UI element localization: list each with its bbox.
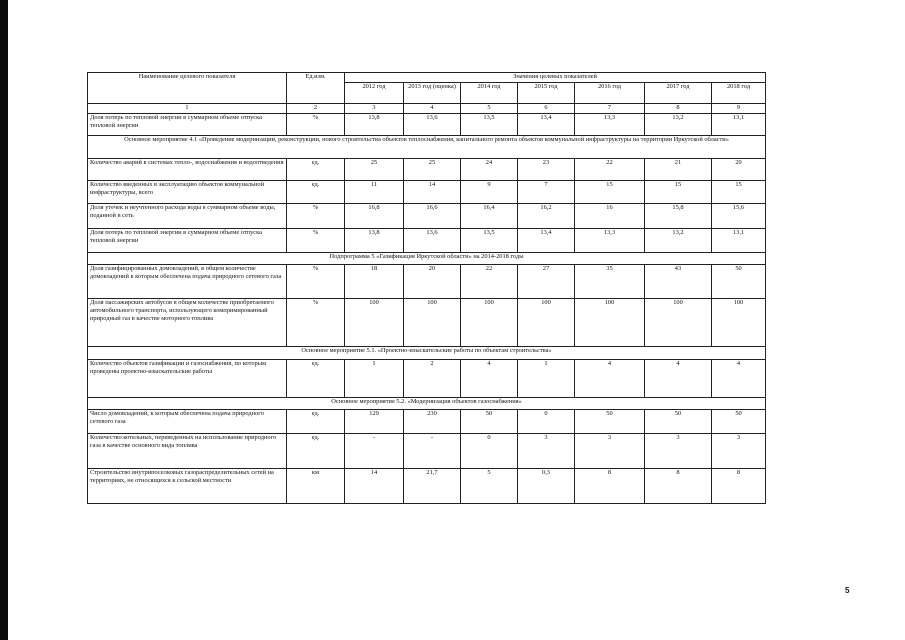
indicator-value: 3 [518, 434, 575, 469]
indicator-value: 4 [712, 360, 766, 398]
indicator-value: 25 [404, 159, 461, 181]
indicator-value: 13,8 [345, 114, 404, 136]
indicator-value: 100 [461, 299, 518, 347]
header-year: 2012 год [345, 83, 404, 104]
indicator-unit: ед. [287, 410, 345, 434]
indicator-value: 7 [518, 181, 575, 204]
indicator-value: 25 [345, 159, 404, 181]
indicator-value: 129 [345, 410, 404, 434]
indicator-value: 100 [345, 299, 404, 347]
indicator-value: 4 [645, 360, 712, 398]
indicator-value: 15,6 [712, 204, 766, 229]
indicator-value: 100 [645, 299, 712, 347]
indicator-value: 15 [645, 181, 712, 204]
indicator-value: 16,4 [461, 204, 518, 229]
indicator-value: 24 [461, 159, 518, 181]
indicator-value: 13,6 [404, 114, 461, 136]
indicator-value: 0 [518, 410, 575, 434]
indicator-name: Количество введенных в эксплуатацию объектов коммунальной инфраструктуры, всего [88, 181, 287, 204]
indicator-value: 4 [575, 360, 645, 398]
table-row [88, 229, 766, 253]
indicator-name: Доля утечек и неучтенного расхода воды в суммарном объеме воды, поданной в сеть [88, 204, 287, 229]
indicator-value: 1 [345, 360, 404, 398]
indicator-value: 13,2 [645, 114, 712, 136]
indicator-value: 18 [345, 265, 404, 299]
section-title: Основное мероприятие 4.1 «Проведение модернизации, реконструкции, нового строительства объектов теплоснабжения, капитального ремонта объектов коммунальной инфраструктуры на территории Иркутской области» [88, 136, 766, 159]
table-row [88, 265, 766, 299]
table-row [88, 181, 766, 204]
indicator-value: 13,8 [345, 229, 404, 253]
section-title: Основное мероприятие 5.1. «Проектно-изыскательские работы по объектам строительства» [88, 347, 766, 360]
indicator-name: Доля потерь по тепловой энергии в суммарном объеме отпуска тепловой энергии [88, 114, 287, 136]
indicator-value: 5 [461, 469, 518, 504]
indicator-value: 13,1 [712, 114, 766, 136]
indicator-value: 100 [575, 299, 645, 347]
indicator-unit: % [287, 204, 345, 229]
target-indicators-table [87, 72, 766, 504]
column-number: 8 [645, 104, 712, 114]
indicator-name: Количество объектов газификации и газоснабжения, по которым проведены проектно-изыскательские работы [88, 360, 287, 398]
indicator-unit: % [287, 229, 345, 253]
indicator-value: 16,2 [518, 204, 575, 229]
header-year: 2013 год (оценка) [404, 83, 461, 104]
indicator-value: 100 [518, 299, 575, 347]
indicator-value: 23 [518, 159, 575, 181]
indicator-value: 14 [404, 181, 461, 204]
indicator-value: 3 [575, 434, 645, 469]
indicator-unit: км [287, 469, 345, 504]
indicator-value: 50 [461, 410, 518, 434]
indicator-unit: % [287, 299, 345, 347]
indicator-value: 20 [404, 265, 461, 299]
indicator-value: 27 [518, 265, 575, 299]
section-title: Подпрограмма 5 «Газификация Иркутской области» на 2014-2018 годы [88, 253, 766, 265]
indicator-unit: ед. [287, 360, 345, 398]
column-number: 7 [575, 104, 645, 114]
indicator-value: 4 [461, 360, 518, 398]
indicator-value: 22 [575, 159, 645, 181]
scan-left-edge [0, 0, 8, 640]
section-row [88, 253, 766, 265]
indicator-value: 0,3 [518, 469, 575, 504]
table-row [88, 410, 766, 434]
header-values-group: Значения целевых показателей [345, 73, 766, 83]
header-name-col: Наименование целевого показателя [88, 73, 287, 104]
section-row [88, 398, 766, 410]
indicator-value: 9 [461, 181, 518, 204]
indicator-value: 13,5 [461, 114, 518, 136]
indicator-value: 35 [575, 265, 645, 299]
indicator-value: 15 [712, 181, 766, 204]
section-title: Основное мероприятие 5.2. «Модернизация объектов газоснабжения» [88, 398, 766, 410]
indicator-value: 8 [712, 469, 766, 504]
indicator-unit: % [287, 265, 345, 299]
header-year: 2014 год [461, 83, 518, 104]
indicator-value: 21 [645, 159, 712, 181]
table-row [88, 434, 766, 469]
section-row [88, 347, 766, 360]
indicator-unit: ед. [287, 181, 345, 204]
column-number: 9 [712, 104, 766, 114]
indicator-value: 13,4 [518, 114, 575, 136]
indicator-name: Количество котельных, переведенных на использование природного газа в качестве основного вида топлива [88, 434, 287, 469]
indicator-value: 15,8 [645, 204, 712, 229]
indicator-value: 43 [645, 265, 712, 299]
table-row [88, 204, 766, 229]
indicator-value: 50 [712, 265, 766, 299]
indicator-value: 22 [461, 265, 518, 299]
indicator-value: 1 [518, 360, 575, 398]
indicator-name: Число домовладений, к которым обеспечена подача природного сетевого газа [88, 410, 287, 434]
header-year: 2017 год [645, 83, 712, 104]
indicator-name: Доля потерь по тепловой энергии в суммарном объеме отпуска тепловой энергии [88, 229, 287, 253]
indicator-value: 0 [461, 434, 518, 469]
section-row [88, 136, 766, 159]
header-year: 2015 год [518, 83, 575, 104]
header-unit-col: Ед.изм. [287, 73, 345, 104]
indicator-name: Доля пассажирских автобусов в общем количестве приобретаемого автомобильного транспорта, использующего компримированный природный газ в качестве моторного топлива [88, 299, 287, 347]
indicator-value: 16,6 [404, 204, 461, 229]
indicator-value: 3 [645, 434, 712, 469]
indicator-value: 14 [345, 469, 404, 504]
indicator-value: - [345, 434, 404, 469]
header-year: 2018 год [712, 83, 766, 104]
indicator-value: 15 [575, 181, 645, 204]
column-number: 1 [88, 104, 287, 114]
indicator-value: 100 [404, 299, 461, 347]
page-number: 5 [845, 586, 850, 595]
column-number: 6 [518, 104, 575, 114]
indicator-value: 100 [712, 299, 766, 347]
indicator-value: 50 [712, 410, 766, 434]
indicator-value: 230 [404, 410, 461, 434]
indicator-value: 3 [712, 434, 766, 469]
indicator-value: 16,8 [345, 204, 404, 229]
indicator-value: 13,5 [461, 229, 518, 253]
indicator-value: 13,2 [645, 229, 712, 253]
column-number: 3 [345, 104, 404, 114]
column-number: 4 [404, 104, 461, 114]
table-row [88, 360, 766, 398]
table-row [88, 114, 766, 136]
indicator-name: Доля газифицированных домовладений, в общем количестве домовладений к которым обеспечена подача природного сетевого газа [88, 265, 287, 299]
indicator-unit: ед. [287, 159, 345, 181]
column-number: 2 [287, 104, 345, 114]
table-row [88, 469, 766, 504]
indicator-value: 13,1 [712, 229, 766, 253]
indicator-unit: ед. [287, 434, 345, 469]
header-year: 2016 год [575, 83, 645, 104]
indicator-name: Строительство внутрипоселковых газораспределительных сетей на территориях, не относящихся к сельской местности [88, 469, 287, 504]
indicator-value: 2 [404, 360, 461, 398]
indicator-value: 13,4 [518, 229, 575, 253]
indicator-name: Количество аварий в системах тепло-, водоснабжения и водоотведения [88, 159, 287, 181]
column-number: 5 [461, 104, 518, 114]
indicator-value: 50 [645, 410, 712, 434]
table-row [88, 299, 766, 347]
indicator-value: 13,6 [404, 229, 461, 253]
indicator-value: 11 [345, 181, 404, 204]
indicator-unit: % [287, 114, 345, 136]
table-row [88, 159, 766, 181]
indicator-value: 16 [575, 204, 645, 229]
indicator-value: 8 [575, 469, 645, 504]
indicator-value: 13,3 [575, 229, 645, 253]
indicator-value: 50 [575, 410, 645, 434]
indicator-value: 13,3 [575, 114, 645, 136]
indicator-value: 8 [645, 469, 712, 504]
indicator-value: 20 [712, 159, 766, 181]
indicator-value: 21,7 [404, 469, 461, 504]
indicator-value: - [404, 434, 461, 469]
